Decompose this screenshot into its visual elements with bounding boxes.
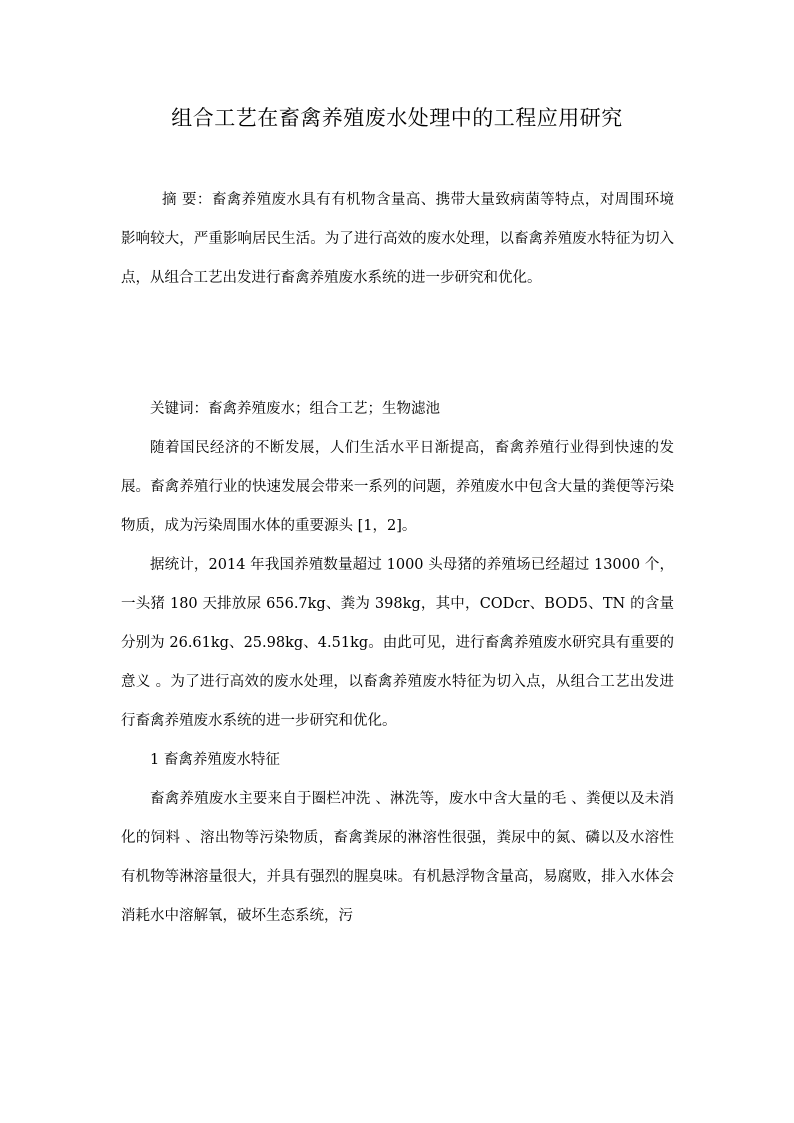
section-heading: 1 畜禽养殖废水特征: [150, 752, 280, 768]
abstract-label: 摘 要：: [162, 192, 212, 208]
keywords-paragraph: [121, 390, 674, 429]
keywords-text: 畜禽养殖废水；组合工艺；生物滤池: [208, 401, 440, 417]
body-section: [121, 429, 674, 936]
document-title: 组合工艺在畜禽养殖废水处理中的工程应用研究: [171, 106, 623, 130]
keywords-label: 关键词：: [150, 401, 208, 417]
body-paragraph: 畜禽养殖废水主要来自于圈栏冲洗 、淋洗等，废水中含大量的毛 、粪便以及未消化的饲料 、溶出物等污染物质，畜禽粪尿的淋溶性很强，粪尿中的氮、磷以及水溶性有机物等淋溶量很大，并具有强烈的腥臭味。有机悬浮物含量高，易腐败，排入水体会消耗水中溶解氧，破坏生态系统，污: [121, 791, 674, 924]
abstract-paragraph: [121, 181, 674, 298]
body-paragraph: 据统计，2014 年我国养殖数量超过 1000 头母猪的养殖场已经超过 13000 个，一头猪 180 天排放尿 656.7kg、粪为 398kg，其中，CODcr、BOD5、TN 的含量分别为 26.61kg、25.98kg、4.51kg。由此可见，进行畜禽养殖废水研究具有重要的意义 。为了进行高效的废水处理，以畜禽养殖废水特征为切入点，从组合工艺出发进行畜禽养殖废水系统的进一步研究和优化。: [121, 557, 674, 729]
keywords-section: [121, 390, 674, 429]
abstract-section: [121, 181, 674, 298]
abstract-text: 畜禽养殖废水具有有机物含量高、携带大量致病菌等特点，对周围环境影响较大，严重影响居民生活。为了进行高效的废水处理，以畜禽养殖废水特征为切入点，从组合工艺出发进行畜禽养殖废水系统的进一步研究和优化。: [121, 192, 675, 286]
body-paragraph: 随着国民经济的不断发展，人们生活水平日渐提高，畜禽养殖行业得到快速的发展。畜禽养殖行业的快速发展会带来一系列的问题，养殖废水中包含大量的粪便等污染物质，成为污染周围水体的重要源头 [1，2]。: [121, 440, 674, 534]
